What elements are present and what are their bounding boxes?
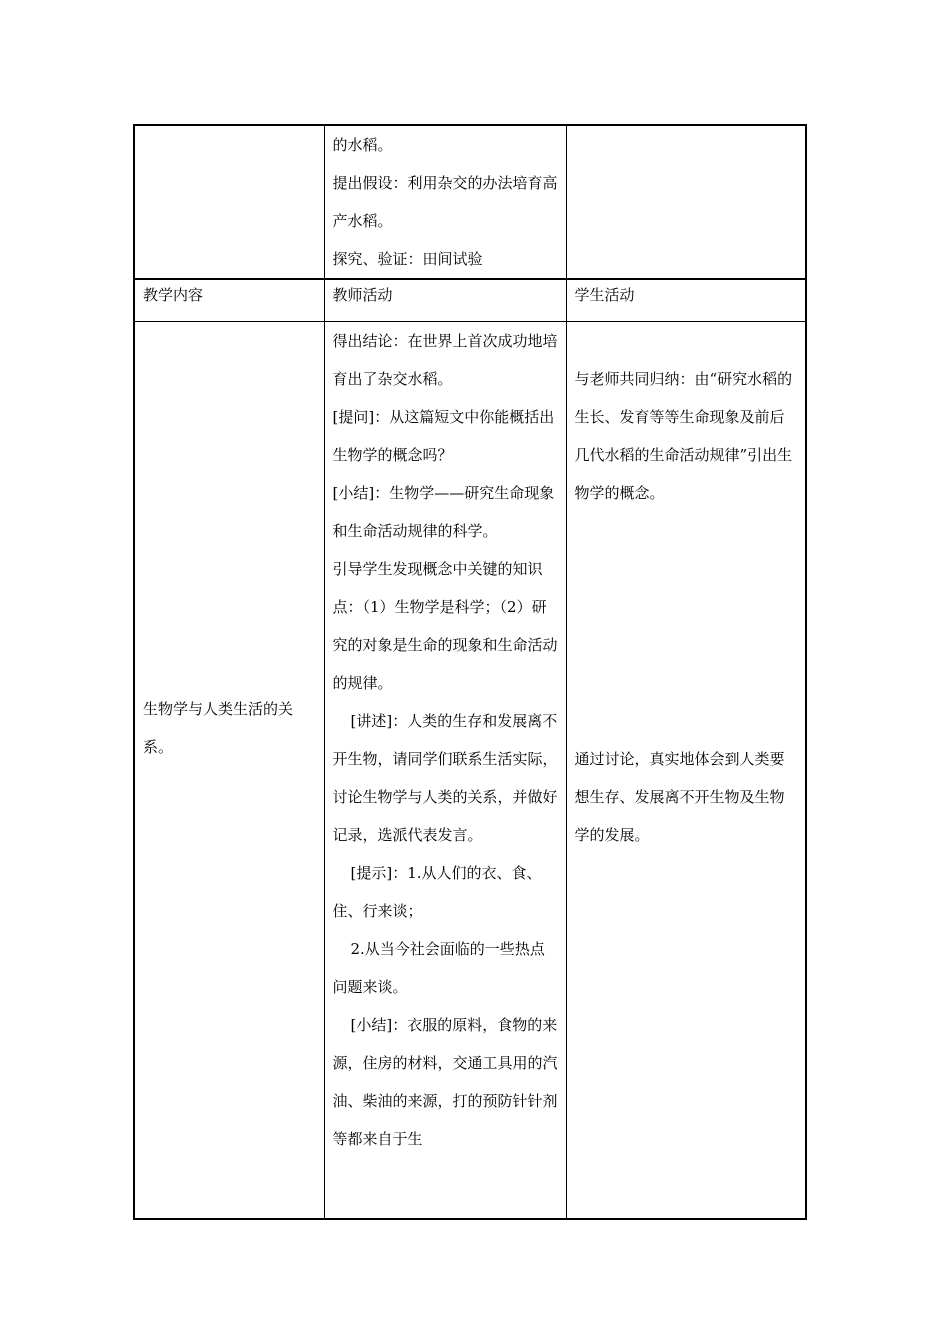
table-row-continued [134, 125, 806, 279]
teacher-paragraph: 2.从当今社会面临的一些热点问题来谈。 [332, 940, 545, 996]
teacher-paragraph: 得出结论：在世界上首次成功地培育出了杂交水稻。 [332, 332, 558, 388]
table-row [134, 322, 806, 1220]
cell-student-activity [566, 322, 806, 1220]
student-paragraph: 与老师共同归纳：由“研究水稻的生长、发育等等生命现象及前后几代水稻的生命活动规律”引出生物学的概念。 [574, 370, 793, 502]
cell-student-continued [566, 125, 806, 279]
header-teacher-activity: 教师活动 [324, 279, 566, 322]
cell-content-continued [134, 125, 324, 279]
teacher-paragraph: [提示]：1.从人们的衣、食、住、行来谈； [332, 864, 542, 920]
header-student-activity: 学生活动 [566, 279, 806, 322]
table-header-row [134, 279, 806, 322]
cell-teacher-continued [324, 125, 566, 279]
header-teaching-content: 教学内容 [134, 279, 324, 322]
teacher-line: 提出假设：利用杂交的办法培育高产水稻。 [332, 174, 558, 230]
teacher-line: 探究、验证：田间试验 [332, 250, 483, 268]
teacher-paragraph: 引导学生发现概念中关键的知识点：（1）生物学是科学；（2）研究的对象是生命的现象和生命活动的规律。 [332, 560, 558, 692]
spacer [575, 322, 798, 360]
teacher-paragraph: [提问]：从这篇短文中你能概括出生物学的概念吗？ [332, 408, 555, 464]
teacher-line: 的水稻。 [332, 136, 393, 154]
cell-teacher-activity [324, 322, 566, 1220]
teacher-paragraph: [小结]：生物学——研究生命现象和生命活动规律的科学。 [332, 484, 555, 540]
topic-text: 生物学与人类生活的关系。 [143, 700, 294, 756]
student-paragraph: 通过讨论，真实地体会到人类要想生存、发展离不开生物及生物学的发展。 [574, 750, 785, 844]
spacer [575, 512, 798, 740]
teacher-paragraph: [讲述]：人类的生存和发展离不开生物，请同学们联系生活实际，讨论生物学与人类的关系，并做好记录，选派代表发言。 [332, 712, 558, 844]
cell-topic [134, 322, 324, 1220]
teacher-paragraph: [小结]：衣服的原料，食物的来源，住房的材料，交通工具用的汽油、柴油的来源，打的预防针针剂等都来自于生 [332, 1016, 558, 1148]
lesson-plan-table [133, 124, 807, 1220]
